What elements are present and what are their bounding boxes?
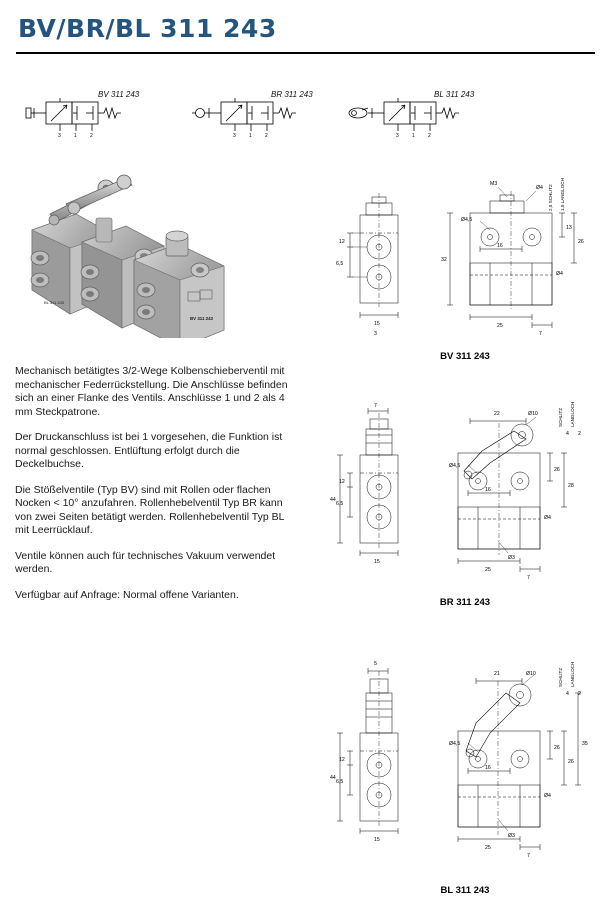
- product-photo: [14, 138, 264, 338]
- description-paragraph-3: Die Stößelventile (Typ BV) sind mit Rollen oder flachen Nocken < 10° anzufahren. Rollenhebelventil Typ BR kann von zwei Seiten betätigt werden. Rollenhebelventil Typ BL mit Leerrücklauf.: [15, 483, 285, 536]
- dim-bl-28: 26: [568, 759, 574, 765]
- schematic-symbol-row: [16, 84, 596, 140]
- drawing-bl-image: [330, 645, 600, 880]
- description-paragraph-5: Verfügbar auf Anfrage: Normal offene Varianten.: [15, 588, 239, 601]
- dim-bl-d3: Ø3: [508, 833, 515, 839]
- dim-br-12: 12: [339, 479, 345, 485]
- dim-bl-d4: Ø4: [544, 793, 551, 799]
- dim-br-65: 6,5: [336, 501, 344, 507]
- symbol-bv-port-2: 2: [90, 133, 93, 138]
- dim-br-d4: Ø4: [544, 515, 551, 521]
- dim-bl-7: 7: [527, 853, 530, 859]
- dim-bv-65: 6,5: [336, 261, 344, 267]
- drawing-br-caption: BR 311 243: [439, 597, 491, 608]
- dim-bv-7: 7: [539, 331, 542, 337]
- drawing-br: [330, 395, 600, 610]
- symbol-bl-port-1: 1: [412, 133, 415, 138]
- dim-bl-2: 2: [578, 691, 581, 697]
- dim-br-22: 22: [494, 411, 500, 417]
- dim-bv-langloch: 1,5 LANGLOCH: [560, 178, 565, 211]
- dim-br-d3: Ø3: [508, 555, 515, 561]
- symbol-bv: [20, 84, 195, 140]
- dim-bv-12: 12: [339, 239, 345, 245]
- dim-br-26: 26: [554, 467, 560, 473]
- dim-br-d45: Ø4,5: [449, 463, 461, 469]
- dim-br-4: 4: [566, 431, 569, 437]
- svg-text:BL 311 243: BL 311 243: [44, 300, 65, 305]
- page-title: BV/BR/BL 311 243: [18, 14, 277, 43]
- dim-bl-4: 4: [566, 691, 569, 697]
- dim-br-16: 16: [485, 487, 491, 493]
- symbol-bv-port-1: 1: [74, 133, 77, 138]
- dim-br-44: 44: [330, 497, 336, 503]
- dim-bl-35: 35: [582, 741, 588, 747]
- drawing-bl: [330, 645, 600, 895]
- product-photo-image: [14, 138, 264, 338]
- dim-bv-d4b: Ø4: [556, 271, 563, 277]
- description-paragraph-4: Ventile können auch für technisches Vakuum verwendet werden.: [15, 549, 276, 575]
- symbol-bl-port-2: 2: [428, 133, 431, 138]
- dim-bl-25: 25: [485, 845, 491, 851]
- dim-br-langloch: LANGLOCH: [570, 401, 575, 427]
- symbol-bv-diagram: [20, 96, 130, 138]
- title-divider: [16, 52, 595, 54]
- dim-bv-d4: Ø4: [536, 185, 543, 191]
- description-paragraph-2: Der Druckanschluss ist bei 1 vorgesehen, die Funktion ist normal geschlossen. Entlüftung erfolgt durch die Deckelbuchse.: [15, 431, 283, 470]
- dim-bv-schlitz: 2,5 SCHLITZ: [548, 184, 553, 211]
- dim-br-d10: Ø10: [528, 411, 538, 417]
- dim-br-schlitz: SCHLITZ: [558, 407, 563, 427]
- dim-bl-schlitz: SCHLITZ: [558, 667, 563, 687]
- symbol-br-port-1: 1: [249, 133, 252, 138]
- symbol-bl: [346, 84, 521, 140]
- dim-bl-d45: Ø4,5: [449, 741, 461, 747]
- symbol-bv-port-3: 3: [58, 133, 61, 138]
- dim-bl-26: 26: [554, 745, 560, 751]
- drawing-bv: [330, 175, 600, 362]
- dim-br-7b: 7: [527, 575, 530, 581]
- description-paragraph-1: Mechanisch betätigtes 3/2-Wege Kolbenschieberventil mit mechanischer Federrückstellung. Die Anschlüsse befinden sich an einer Flanke des Ventils. Anschlüsse 1 und 2 als 4 mm Steckpatrone.: [15, 365, 288, 418]
- drawing-bv-caption: BV 311 243: [440, 351, 490, 362]
- svg-text:BV 311 243: BV 311 243: [190, 316, 213, 321]
- symbol-br-port-2: 2: [265, 133, 268, 138]
- drawing-bl-caption: BL 311 243: [440, 885, 490, 896]
- symbol-bl-port-3: 3: [396, 133, 399, 138]
- dim-bl-65: 6,5: [336, 779, 344, 785]
- dim-bl-5: 5: [374, 661, 377, 667]
- dim-br-15: 15: [374, 559, 380, 565]
- symbol-bl-caption: BL 311 243: [434, 90, 475, 99]
- dim-bl-langloch: LANGLOCH: [570, 661, 575, 687]
- drawing-bv-image: [330, 175, 600, 350]
- dim-br-28: 28: [568, 483, 574, 489]
- dim-bl-44: 44: [330, 775, 336, 781]
- dim-bv-16b: 25: [497, 323, 503, 329]
- dim-br-25: 25: [485, 567, 491, 573]
- dim-bv-26: 26: [578, 239, 584, 245]
- dim-bl-d10: Ø10: [526, 671, 536, 677]
- symbol-br-diagram: [191, 96, 306, 138]
- description-text: [15, 365, 300, 614]
- dim-bl-16: 16: [485, 765, 491, 771]
- dim-bv-m3: M3: [490, 181, 498, 187]
- dim-bl-21: 21: [494, 671, 500, 677]
- dim-br-2: 2: [578, 431, 581, 437]
- dim-bv-32: 32: [441, 257, 447, 263]
- symbol-br-caption: BR 311 243: [271, 90, 313, 99]
- dim-br-7: 7: [374, 403, 377, 409]
- drawing-br-image: [330, 395, 600, 595]
- symbol-bl-diagram: [346, 96, 471, 138]
- symbol-br: [191, 84, 366, 140]
- dim-bv-13: 13: [566, 225, 572, 231]
- dim-bv-3: 3: [374, 331, 377, 337]
- dim-bl-15: 15: [374, 837, 380, 843]
- dim-bv-16: 16: [497, 243, 503, 249]
- symbol-br-port-3: 3: [233, 133, 236, 138]
- dim-bl-12: 12: [339, 757, 345, 763]
- dim-bv-d45: Ø4,5: [461, 217, 473, 223]
- dim-bv-15: 15: [374, 321, 380, 327]
- symbol-bv-caption: BV 311 243: [98, 90, 140, 99]
